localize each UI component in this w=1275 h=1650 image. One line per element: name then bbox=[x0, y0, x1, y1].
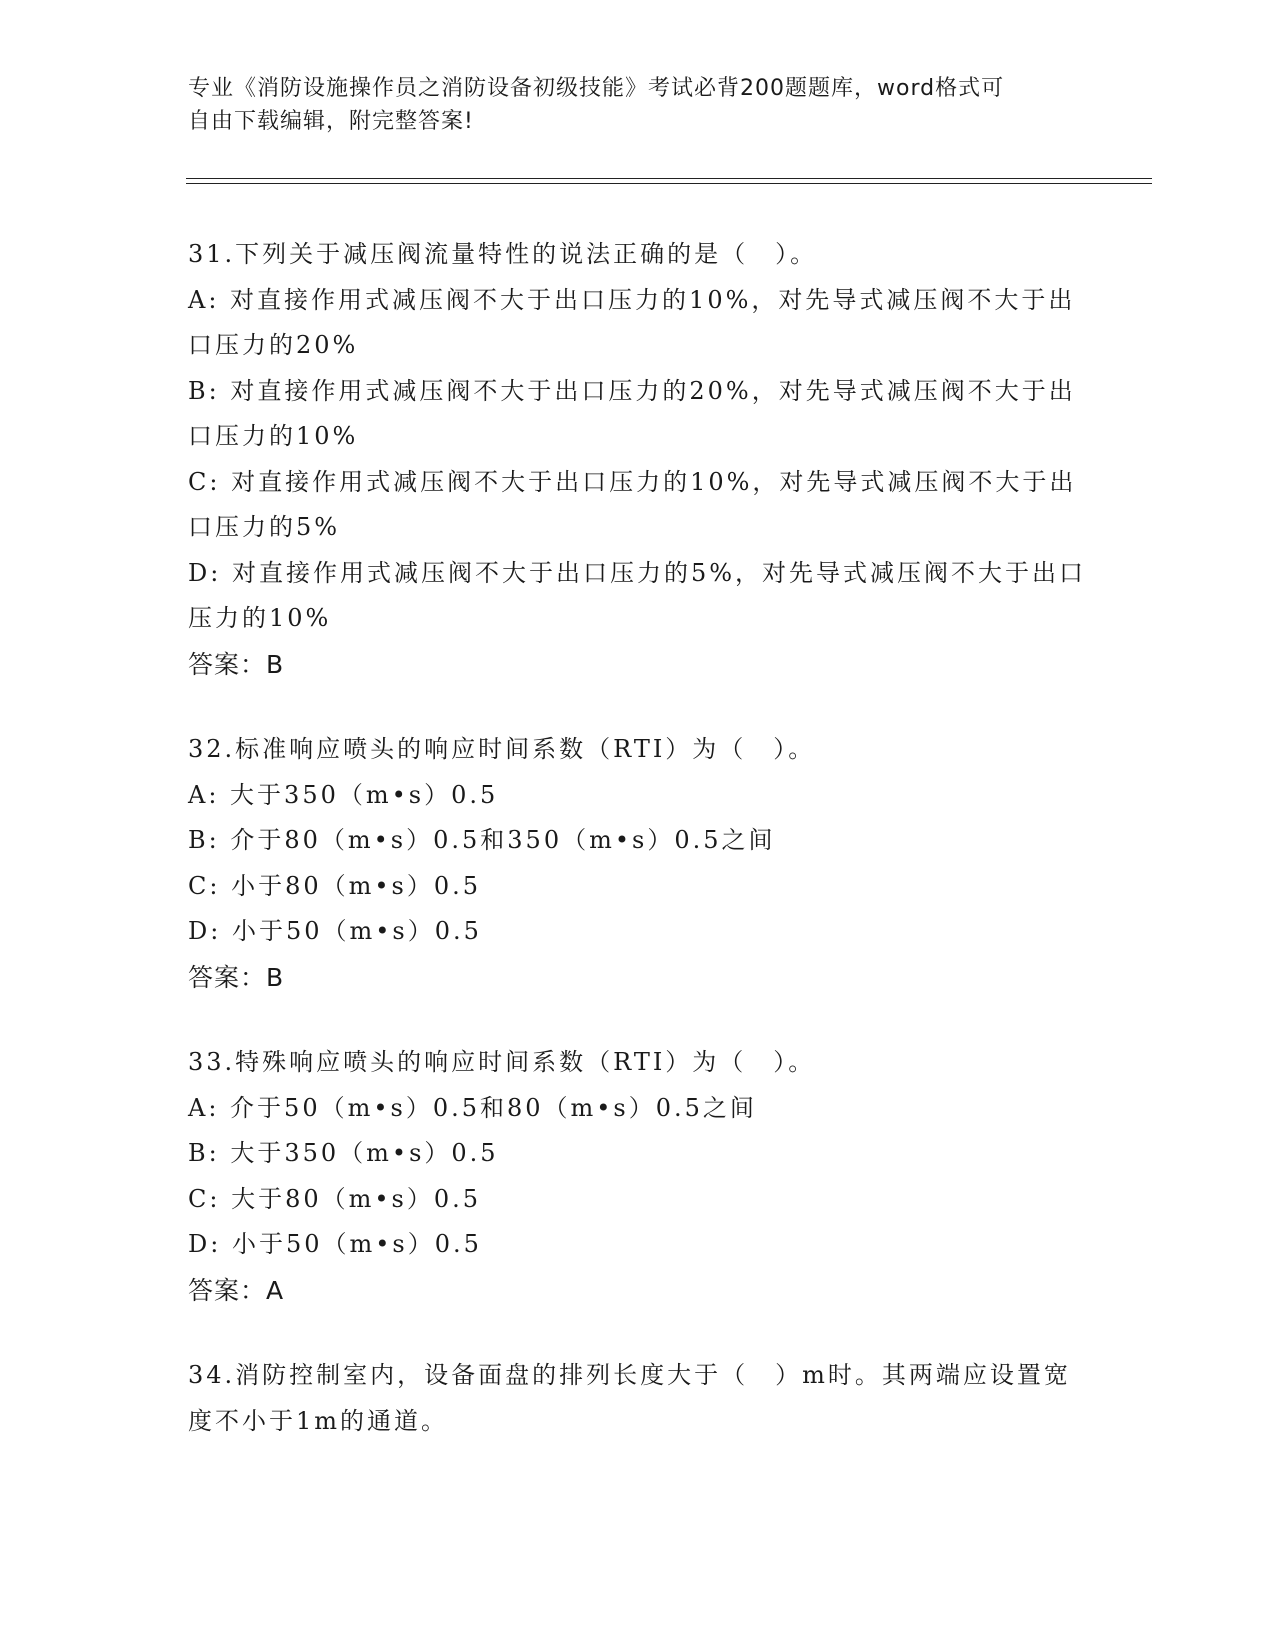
option-a: A: 大于350（m•s）0.5 bbox=[188, 780, 499, 809]
option-d: D: 对直接作用式减压阀不大于出口压力的5%，对先导式减压阀不大于出口压力的10% bbox=[188, 558, 1087, 632]
option-c: C: 对直接作用式减压阀不大于出口压力的10%，对先导式减压阀不大于出口压力的5% bbox=[188, 467, 1077, 541]
option-b: B: 大于350（m•s）0.5 bbox=[188, 1139, 499, 1167]
header-line-2: 自由下载编辑，附完整答案! bbox=[188, 109, 474, 134]
header-rule-bottom bbox=[186, 183, 1152, 184]
answer: 答案：B bbox=[188, 649, 285, 679]
option-d: D: 小于50（m•s）0.5 bbox=[188, 917, 482, 945]
answer: 答案：A bbox=[188, 1275, 285, 1305]
question-stem: 34.消防控制室内，设备面盘的排列长度大于（ ）m时。其两端应设置宽度不小于1m的通道。 bbox=[188, 1361, 1071, 1435]
option-a: A: 对直接作用式减压阀不大于出口压力的10%，对先导式减压阀不大于出口压力的20% bbox=[188, 285, 1076, 359]
question-31 bbox=[188, 232, 1088, 687]
option-c: C: 大于80（m•s）0.5 bbox=[188, 1184, 482, 1213]
question-stem: 33.特殊响应喷头的响应时间系数（RTI）为（ ）。 bbox=[188, 1048, 816, 1076]
option-a: A: 介于50（m•s）0.5和80（m•s）0.5之间 bbox=[188, 1093, 757, 1122]
answer: 答案：B bbox=[188, 962, 285, 992]
option-b: B: 对直接作用式减压阀不大于出口压力的20%，对先导式减压阀不大于出口压力的10% bbox=[188, 376, 1076, 450]
question-32 bbox=[188, 727, 1088, 1000]
question-list bbox=[188, 232, 1088, 1484]
header-rule-top bbox=[186, 178, 1152, 179]
option-d: D: 小于50（m•s）0.5 bbox=[188, 1230, 482, 1258]
question-34 bbox=[188, 1353, 1088, 1444]
option-b: B: 介于80（m•s）0.5和350（m•s）0.5之间 bbox=[188, 826, 776, 854]
question-33 bbox=[188, 1040, 1088, 1313]
question-stem: 32.标准响应喷头的响应时间系数（RTI）为（ ）。 bbox=[188, 735, 816, 763]
question-stem: 31.下列关于减压阀流量特性的说法正确的是（ ）。 bbox=[188, 240, 818, 268]
option-c: C: 小于80（m•s）0.5 bbox=[188, 871, 482, 900]
header-line-1: 专业《消防设施操作员之消防设备初级技能》考试必背200题题库，word格式可 bbox=[188, 76, 1005, 101]
document-header bbox=[188, 72, 1068, 138]
